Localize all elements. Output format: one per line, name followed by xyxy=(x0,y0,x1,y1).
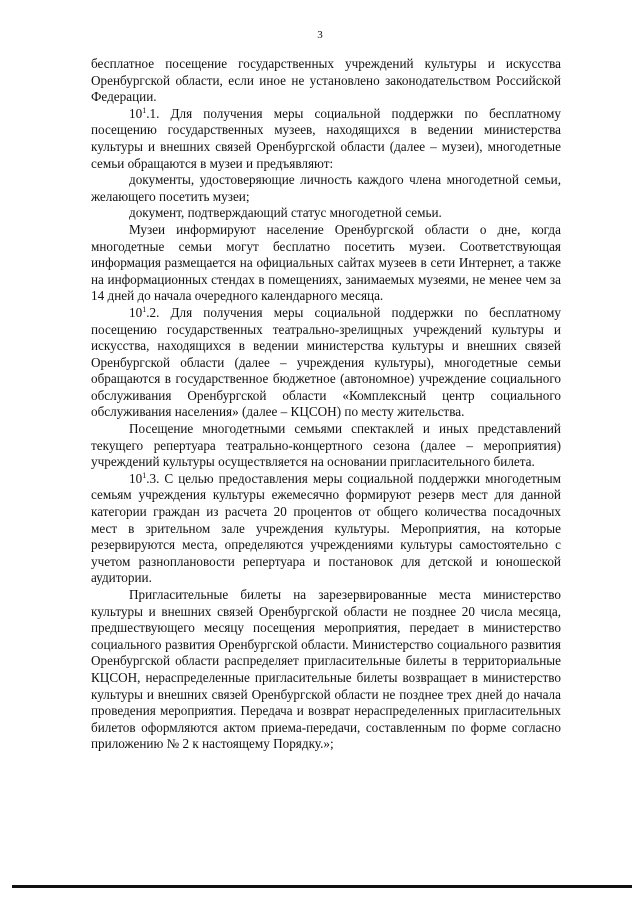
paragraph-museums-inform: Музеи информируют население Оренбургской области о дне, когда многодетные семьи могут бесплатно посетить музеи. Соответствующая информация размещается на официальных сайтах музеев в сети Интернет, а также на информационных стендах в помещениях, занимаемых музеями, не менее чем за 14 дней до начала очередного календарного месяца. xyxy=(91,221,561,304)
paragraph-continuation: бесплатное посещение государственных учреждений культуры и искусства Оренбургской области, если иное не установлено законодательством Российской Федерации. xyxy=(91,56,561,105)
paragraph-invitation-tickets: Пригласительные билеты на зарезервированные места министерство культуры и внешних связей Оренбургской области не позднее 20 числа месяца, предшествующего месяцу посещения мероприятия, передает в министерство социального развития Оренбургской области. Министерство социального развития Оренбургской области распределяет пригласительные билеты в территориальные КЦСОН, нераспределенные пригласительные билеты возвращает в министерство культуры и внешних связей Оренбургской области не позднее трех дней до начала проведения мероприятия. Передача и возврат нераспределенных пригласительных билетов оформляются актом приема-передачи, составленным по форме согласно приложению № 2 к настоящему Порядку.»; xyxy=(91,587,561,752)
bottom-rule xyxy=(12,885,632,888)
paragraph-item-10-1-2: $10^1.2$. Для получения меры социальной поддержки по бесплатному посещению государственных театрально-зрелищных учреждений культуры и искусства, находящихся в ведении министерства культуры и внешних связей Оренбургской области (далее – учреждения культуры), многодетные семьи обращаются в государственное бюджетное (автономное) учреждение социального обслуживания Оренбургской области «Комплексный центр социального обслуживания населения» (далее – КЦСОН) по месту жительства. xyxy=(91,304,561,420)
paragraph-document-status: документ, подтверждающий статус многодетной семьи. xyxy=(129,205,442,221)
paragraph-visits-tickets: Посещение многодетными семьями спектаклей и иных представлений текущего репертуара театрально-концертного сезона (далее – мероприятия) учреждений культуры осуществляется на основании пригласительного билета. xyxy=(91,421,561,470)
document-body xyxy=(91,56,561,753)
paragraph-documents-identity: документы, удостоверяющие личность каждого члена многодетной семьи, желающего посетить музеи; xyxy=(91,172,561,204)
paragraph-item-10-1-3: $10^1.3$. С целью предоставления меры социальной поддержки многодетным семьям учреждения культуры ежемесячно формируют резерв мест для данной категории граждан из расчета 20 процентов от общего количества посадочных мест в зрительном зале учреждения культуры. Мероприятия, на которые резервируются места, определяются учреждениями культуры самостоятельно с учетом разноплановости репертуара и постановок для детской и юношеской аудитории. xyxy=(91,470,561,586)
page-number: 3 xyxy=(317,29,323,41)
paragraph-item-10-1-1: $10^1.1$. Для получения меры социальной поддержки по бесплатному посещению государственных музеев, находящихся в ведении министерства культуры и внешних связей Оренбургской области (далее – музеи), многодетные семьи обращаются в музеи и предъявляют: xyxy=(91,105,561,171)
